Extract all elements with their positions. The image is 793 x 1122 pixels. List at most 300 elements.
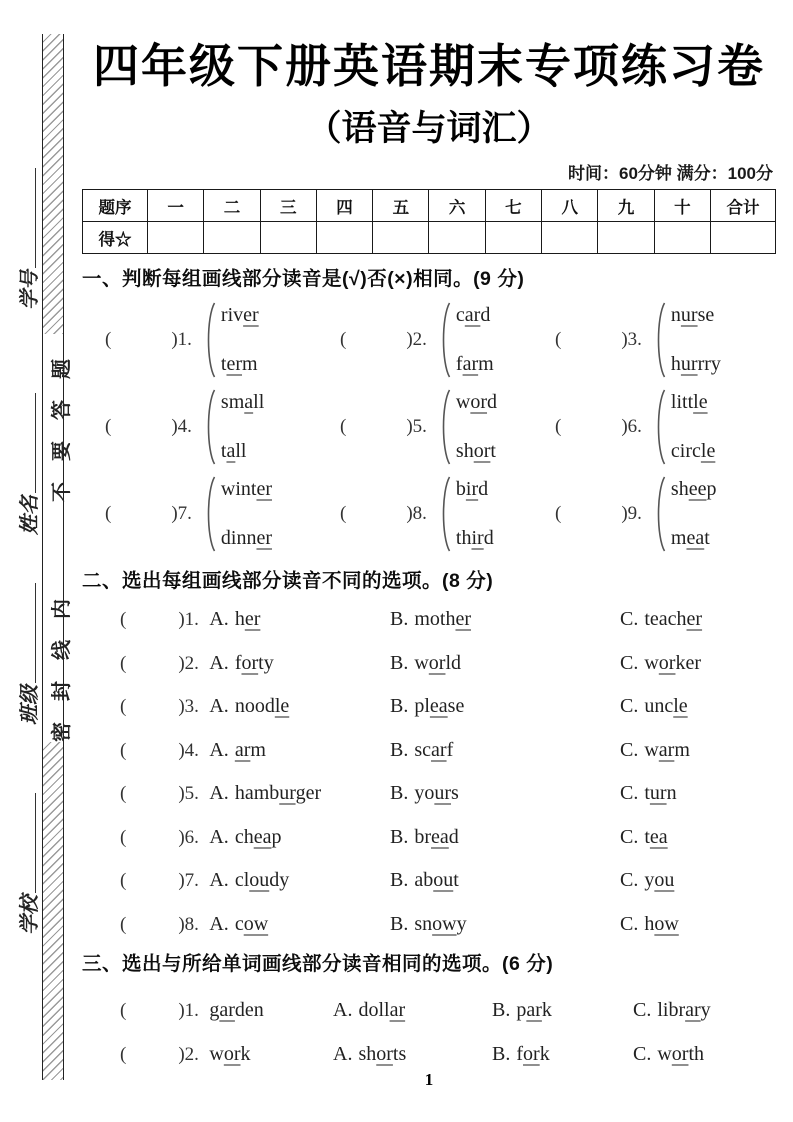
judge-item [555,470,776,557]
word-bottom [456,440,497,463]
underlined-letters: ow [654,912,679,935]
option-label: A. [209,695,229,718]
option-label: A. [209,869,229,892]
seal-text-lower: 密封线内 [51,578,73,742]
option-label: C. [633,998,652,1021]
choice-cell [120,826,390,849]
word: card [455,303,491,326]
underlined-letters: ee [688,477,707,500]
choice-cell [333,999,492,1022]
choice-cell [620,652,776,675]
word-bottom [456,527,494,550]
page-number: 1 [424,1070,434,1089]
score-header-cell: 十 [654,190,710,222]
word-top [456,304,494,327]
option-label: B. [390,608,409,631]
underlined-letters: le [673,695,688,718]
brace-icon [204,388,216,466]
underlined-letters: ow [432,912,457,935]
underlined-letters: ou [654,869,675,892]
paren-open: ( [120,870,127,892]
score-empty-cell [429,222,485,254]
score-header-cell: 合计 [711,190,776,222]
score-header-cell: 三 [260,190,316,222]
word: world [414,651,462,674]
judge-item [105,383,340,470]
underlined-letters: or [470,390,488,413]
paren-open: ( [120,652,127,674]
question-number: )9. [621,502,642,524]
choice-cell [120,608,390,631]
word: bread [414,825,459,848]
word: bird [455,477,489,500]
word: cloudy [234,869,290,892]
choice-cell [390,782,620,805]
score-header-cell: 五 [373,190,429,222]
underlined-letters: ar [389,998,406,1021]
student-name-label: 姓名 [19,495,41,535]
underlined-letters: or [241,651,259,674]
word: tall [220,439,247,462]
score-empty-cell [485,222,541,254]
underlined-letters: ur [279,782,296,805]
word-pair [221,304,259,376]
score-empty-cell [260,222,316,254]
word-top [456,391,497,414]
choice-cell [633,999,776,1022]
underlined-letters: ou [433,869,454,892]
choice-cell [390,608,620,631]
choice-cell [620,913,776,936]
score-empty-cell [204,222,260,254]
student-id-field [13,168,42,310]
underlined-letters: er [243,303,259,326]
score-header-cell: 题序 [83,190,148,222]
hatch-pattern-bottom [43,742,63,1080]
word: worker [644,651,702,674]
word-top [221,391,264,414]
word: mother [414,608,472,631]
section2-heading: 二、选出每组画线部分读音不同的选项。(8 分) [82,570,494,592]
judge-item [105,296,340,383]
judge-item [340,383,555,470]
word-bottom [456,353,494,376]
choice-row [82,772,776,816]
class-blank-line [21,583,36,683]
word: short [455,439,496,462]
score-table-head-row [83,190,776,222]
word-top [671,304,721,327]
score-empty-cell [711,222,776,254]
underlined-letters: le [700,439,716,462]
word: shorts [358,1042,407,1065]
underlined-letters: ar [462,352,479,375]
word: noodle [234,695,290,718]
underlined-letters: ar [464,303,481,326]
question-number: )6. [178,826,199,848]
underlined-letters: ar [658,738,675,761]
paren-open: ( [555,502,562,524]
option-label: C. [620,782,639,805]
paren-open: ( [340,502,347,524]
underlined-letters: ar [219,998,235,1021]
judge-item [105,470,340,557]
content [82,0,776,1122]
score-table-body-row [83,222,776,254]
student-id-label: 学号 [19,270,41,310]
word: nurse [670,303,715,326]
word: hamburger [234,782,322,805]
word-pair [456,478,494,550]
option-label: A. [209,651,229,674]
question-number: )7. [171,502,192,524]
school-blank-line [21,793,36,893]
word-bottom [221,440,264,463]
choice-cell [390,739,620,762]
question-number: )4. [171,415,192,437]
underlined-letters: ea [686,526,705,549]
option-label: B. [492,1042,511,1065]
option-label: C. [633,1042,652,1065]
underlined-letters: ir [471,526,484,549]
word: term [220,352,258,375]
brace-icon [204,475,216,553]
score-empty-cell [654,222,710,254]
question-number: )2. [406,328,427,350]
choice-cell [620,739,776,762]
choice-row [82,903,776,947]
choice-cell [620,782,776,805]
class-label: 班级 [19,685,41,725]
word: teacher [644,608,703,631]
underlined-letters: er [686,608,703,631]
word: snowy [414,912,467,935]
paren-open: ( [120,739,127,761]
word-bottom [671,440,715,463]
word-bottom [671,527,717,550]
score-empty-cell [373,222,429,254]
word: river [220,303,259,326]
option-label: B. [390,695,409,718]
underlined-letters: or [223,1042,241,1065]
choice-cell [620,826,776,849]
word-pair [456,304,494,376]
word-pair [456,391,497,463]
word: library [657,998,711,1021]
choice-cell [620,695,776,718]
brace-icon [654,388,666,466]
word: warm [644,738,690,761]
question-number: )8. [406,502,427,524]
underlined-letters: ar [685,998,701,1021]
option-label: B. [390,825,409,848]
option-label: C. [620,738,639,761]
word: fork [516,1042,550,1065]
word: little [670,390,708,413]
option-label: B. [390,912,409,935]
choice-cell [492,999,633,1022]
question-number: )2. [178,652,199,674]
word: forty [234,651,274,674]
word: you [644,869,675,892]
stem-cell [120,999,333,1022]
underlined-letters: er [226,352,243,375]
choice-cell [390,695,620,718]
underlined-letters: le [274,695,290,718]
word: cheap [234,825,282,848]
score-header-cell: 二 [204,190,260,222]
word-top [221,478,272,501]
score-empty-cell [598,222,654,254]
word: work [209,1042,251,1065]
option-label: B. [390,869,409,892]
underlined-letters: or [428,651,446,674]
page-subtitle: （语音与词汇） [306,109,552,148]
choice-cell [390,869,620,892]
option-label: C. [620,651,639,674]
stem-cell [120,1043,333,1066]
score-header-cell: 四 [316,190,372,222]
score-row-label: 得☆ [83,222,148,254]
score-header-cell: 六 [429,190,485,222]
underlined-letters: ow [243,912,269,935]
choice-cell [390,652,620,675]
option-label: C. [620,695,639,718]
underlined-letters: ea [253,825,272,848]
word: tea [644,825,668,848]
question-number: )1. [171,328,192,350]
choice-cell [333,1043,492,1066]
question-number: )8. [178,913,199,935]
option-label: B. [390,651,409,674]
option-label: A. [209,912,229,935]
word: please [414,695,465,718]
underlined-letters: ur [680,352,698,375]
exam-meta: 时间：60分钟 满分：100分 [568,164,773,183]
score-empty-cell [148,222,204,254]
question-number: )3. [621,328,642,350]
option-label: A. [333,1042,353,1065]
question-number: )1. [178,609,199,631]
underlined-letters: or [658,651,676,674]
word: dollar [358,998,406,1021]
score-header-cell: 七 [485,190,541,222]
word: farm [455,352,494,375]
option-label: A. [209,825,229,848]
choice-cell [620,608,776,631]
option-label: A. [209,608,229,631]
choice-row [82,816,776,860]
paren-open: ( [120,1043,127,1065]
paren-open: ( [340,328,347,350]
word: park [516,998,552,1021]
word: small [220,390,265,413]
score-header-cell: 一 [148,190,204,222]
underlined-letters: er [455,608,472,631]
school-label: 学校 [19,895,41,935]
underlined-letters: or [523,1042,540,1065]
word: dinner [220,526,273,549]
section2-list [82,598,776,946]
choice-cell [120,913,390,936]
underlined-letters: er [256,526,273,549]
paren-open: ( [340,415,347,437]
choice-cell [620,869,776,892]
brace-icon [439,388,451,466]
page-title: 四年级下册英语期末专项练习卷 [93,40,765,92]
option-label: C. [620,869,639,892]
underlined-letters: ar [234,738,251,761]
underlined-letters: ur [434,782,452,805]
class-field [13,583,42,725]
word: how [644,912,679,935]
paren-open: ( [120,999,127,1021]
word-bottom [221,527,272,550]
word: garden [209,998,264,1021]
word: turn [644,782,677,805]
judge-item [555,383,776,470]
hatch-pattern-top [43,34,63,334]
word: word [455,390,498,413]
word-top [456,478,494,501]
word: cow [234,912,269,935]
choice-cell [120,782,390,805]
question-number: )7. [178,870,199,892]
choice-row [82,598,776,642]
choice-cell [633,1043,776,1066]
score-header-cell: 八 [542,190,598,222]
paren-open: ( [105,328,112,350]
option-label: A. [209,738,229,761]
student-id-blank-line [21,168,36,268]
question-number: )1. [178,999,199,1021]
school-field [13,793,42,935]
question-number: )5. [406,415,427,437]
judge-item [340,470,555,557]
option-label: B. [492,998,511,1021]
paren-open: ( [120,826,127,848]
word-pair [671,391,715,463]
choice-cell [120,739,390,762]
score-table [82,189,776,254]
choice-row [82,642,776,686]
word: hurrry [670,352,721,375]
choice-cell [120,869,390,892]
underlined-letters: ur [649,782,667,805]
word: uncle [644,695,688,718]
word: meat [670,526,710,549]
option-label: B. [390,782,409,805]
underlined-letters: le [693,390,708,413]
student-name-field [13,393,42,535]
underlined-letters: ur [680,303,698,326]
paren-open: ( [120,913,127,935]
paren-open: ( [555,328,562,350]
underlined-letters: a [226,439,236,462]
question-number: )5. [178,783,199,805]
score-empty-cell [542,222,598,254]
word: scarf [414,738,454,761]
option-label: C. [620,825,639,848]
word-bottom [671,353,721,376]
choice-cell [120,695,390,718]
word: about [414,869,459,892]
word: her [234,608,261,631]
section1-heading: 一、判断每组画线部分读音是(√)否(×)相同。(9 分) [82,268,525,290]
option-label: A. [333,998,353,1021]
section3-heading: 三、选出与所给单词画线部分读音相同的选项。(6 分) [82,953,554,975]
underlined-letters: or [671,1042,689,1065]
score-header-cell: 九 [598,190,654,222]
brace-icon [204,301,216,379]
word: winter [220,477,273,500]
word-top [671,391,715,414]
choice-cell [120,652,390,675]
judge-item [555,296,776,383]
score-empty-cell [316,222,372,254]
brace-icon [654,475,666,553]
underlined-letters: er [256,477,273,500]
paren-open: ( [120,783,127,805]
brace-icon [654,301,666,379]
underlined-letters: er [244,608,261,631]
underlined-letters: ea [429,695,448,718]
word-top [221,304,259,327]
choice-cell [492,1043,633,1066]
underlined-letters: or [376,1042,393,1065]
word-bottom [221,353,259,376]
word: arm [234,738,266,761]
paren-open: ( [120,696,127,718]
word: worth [657,1042,705,1065]
word-pair [221,391,264,463]
option-label: B. [390,738,409,761]
question-number: )6. [621,415,642,437]
brace-icon [439,301,451,379]
underlined-letters: a [244,390,254,413]
word: circle [670,439,716,462]
paren-open: ( [105,502,112,524]
underlined-letters: ir [465,477,479,500]
choice-row [82,685,776,729]
question-number: )4. [178,739,199,761]
judge-item [340,296,555,383]
section3-list [82,988,776,1076]
word-top [671,478,717,501]
choice-row [82,729,776,773]
word-pair [671,304,721,376]
word-pair [221,478,272,550]
question-number: )2. [178,1043,199,1065]
underlined-letters: ou [249,869,270,892]
underlined-letters: or [473,439,491,462]
seal-line-strip [42,34,64,1080]
choice-cell [390,826,620,849]
word-pair [671,478,717,550]
choice-row [82,859,776,903]
underlined-letters: ea [431,825,449,848]
word: sheep [670,477,717,500]
underlined-letters: ar [431,738,447,761]
underlined-letters: ea [649,825,668,848]
paren-open: ( [120,609,127,631]
option-label: C. [620,608,639,631]
paren-open: ( [555,415,562,437]
option-label: A. [209,782,229,805]
student-name-blank-line [21,393,36,493]
option-label: C. [620,912,639,935]
brace-icon [439,475,451,553]
